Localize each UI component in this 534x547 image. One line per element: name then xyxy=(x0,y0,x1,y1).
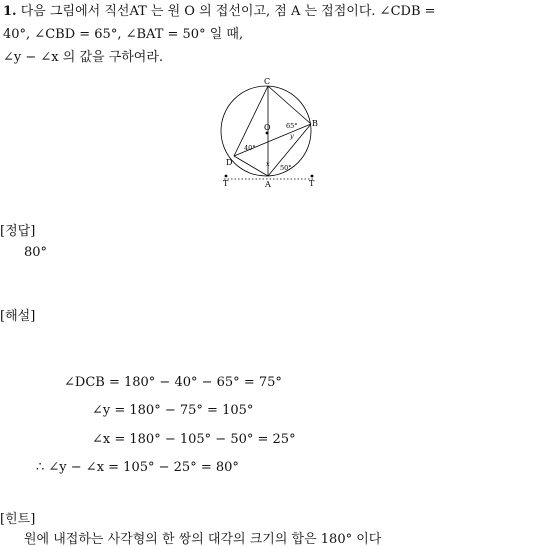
label-o: O xyxy=(264,123,271,132)
point-t-right xyxy=(311,175,314,178)
label-t-right: T xyxy=(309,179,315,188)
answer-label: [정답] xyxy=(0,224,36,239)
chord-da xyxy=(234,156,268,176)
hint-text: 원에 내접하는 사각형의 한 쌍의 대각의 크기의 합은 180° 이다 xyxy=(24,532,382,547)
label-b: B xyxy=(312,119,318,128)
solution-line-4: ∴ ∠y − ∠x = 105° − 25° = 80° xyxy=(36,460,239,475)
chord-cb xyxy=(268,86,311,124)
label-angle-50: 50° xyxy=(280,164,292,172)
problem-text-1: 다음 그림에서 직선AT 는 원 O 의 접선이고, 점 A 는 접점이다. ∠CDB = xyxy=(20,4,436,19)
solution-label: [해설] xyxy=(0,309,36,324)
label-a: A xyxy=(265,180,271,189)
circle-diagram xyxy=(214,76,330,192)
hint-label: [힌트] xyxy=(0,512,36,527)
label-d: D xyxy=(226,158,233,167)
point-t-left xyxy=(225,175,228,178)
label-angle-40: 40° xyxy=(244,144,256,152)
solution-line-3: ∠x = 180° − 105° − 50° = 25° xyxy=(92,432,296,447)
problem-number: 1. xyxy=(3,4,17,19)
answer-value: 80° xyxy=(24,245,48,260)
problem-line-3: ∠y − ∠x 의 값을 구하여라. xyxy=(3,50,164,65)
label-x: x xyxy=(266,160,270,168)
solution-line-2: ∠y = 180° − 75° = 105° xyxy=(92,403,254,418)
problem-line-2: 40°, ∠CBD = 65°, ∠BAT = 50° 일 때, xyxy=(3,27,244,42)
solution-line-1: ∠DCB = 180° − 40° − 65° = 75° xyxy=(64,375,282,390)
problem-line-1 xyxy=(3,4,436,20)
center-point-o xyxy=(266,132,269,135)
label-y: y xyxy=(290,132,294,140)
label-t-left: T xyxy=(223,179,229,188)
label-c: C xyxy=(264,77,271,86)
label-angle-65: 65° xyxy=(286,122,298,130)
